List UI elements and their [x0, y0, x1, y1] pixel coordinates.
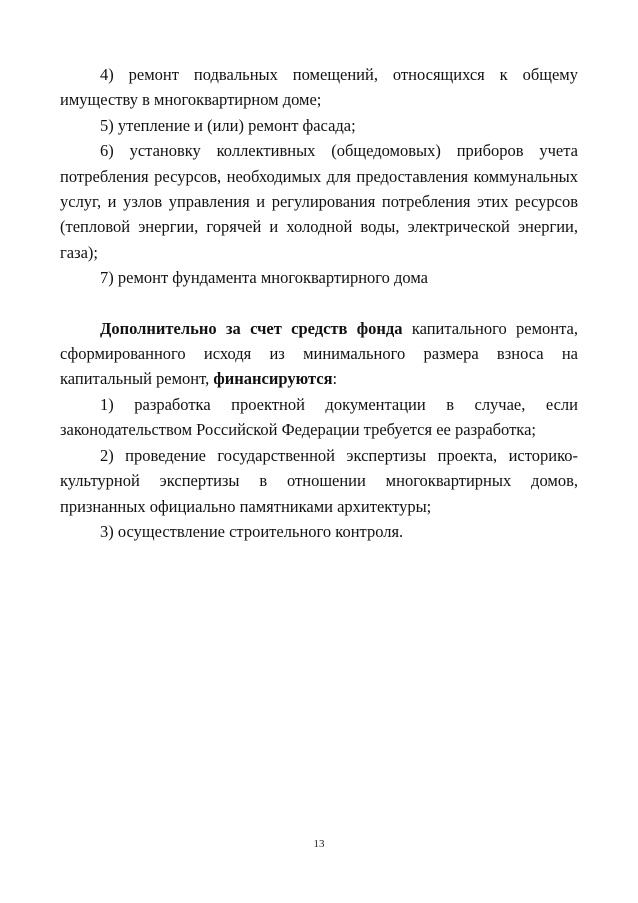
- document-body: [60, 62, 578, 544]
- page-number: 13: [313, 838, 325, 850]
- list-item-roof-basement: 4) ремонт подвальных помещений, относящихся к общему имуществу в многоквартирном доме;: [60, 65, 578, 110]
- list-item-expertise: 2) проведение государственной экспертизы проекта, историко-культурной экспертизы в отношении многоквартирных домов, признанных официально памятниками архитектуры;: [60, 445, 578, 516]
- list-item-facade: 5) утепление и (или) ремонт фасада;: [100, 115, 356, 135]
- list-item-construction-control: 3) осуществление строительного контроля.: [100, 521, 404, 541]
- list-item-meters: 6) установку коллективных (общедомовых) приборов учета потребления ресурсов, необходимых для предоставления коммунальных услуг, и узлов управления и регулирования потребления этих ресурсов (тепловой энергии, горячей и холодной воды, электрической энергии, газа);: [60, 141, 578, 262]
- financed-verb: финансируются: [213, 369, 333, 389]
- colon: :: [332, 369, 338, 389]
- list-item-foundation: 7) ремонт фундамента многоквартирного дома: [100, 268, 428, 288]
- additional-financing-paragraph: [60, 316, 578, 392]
- additional-financing-text: капитального ремонта, сформированного исходя из минимального размера взноса на капитальный ремонт,: [60, 318, 578, 389]
- additional-financing-lead: Дополнительно за счет средств фонда: [100, 318, 403, 338]
- list-item-project-docs: 1) разработка проектной документации в случае, если законодательством Российской Федерации требуется ее разработка;: [60, 394, 578, 440]
